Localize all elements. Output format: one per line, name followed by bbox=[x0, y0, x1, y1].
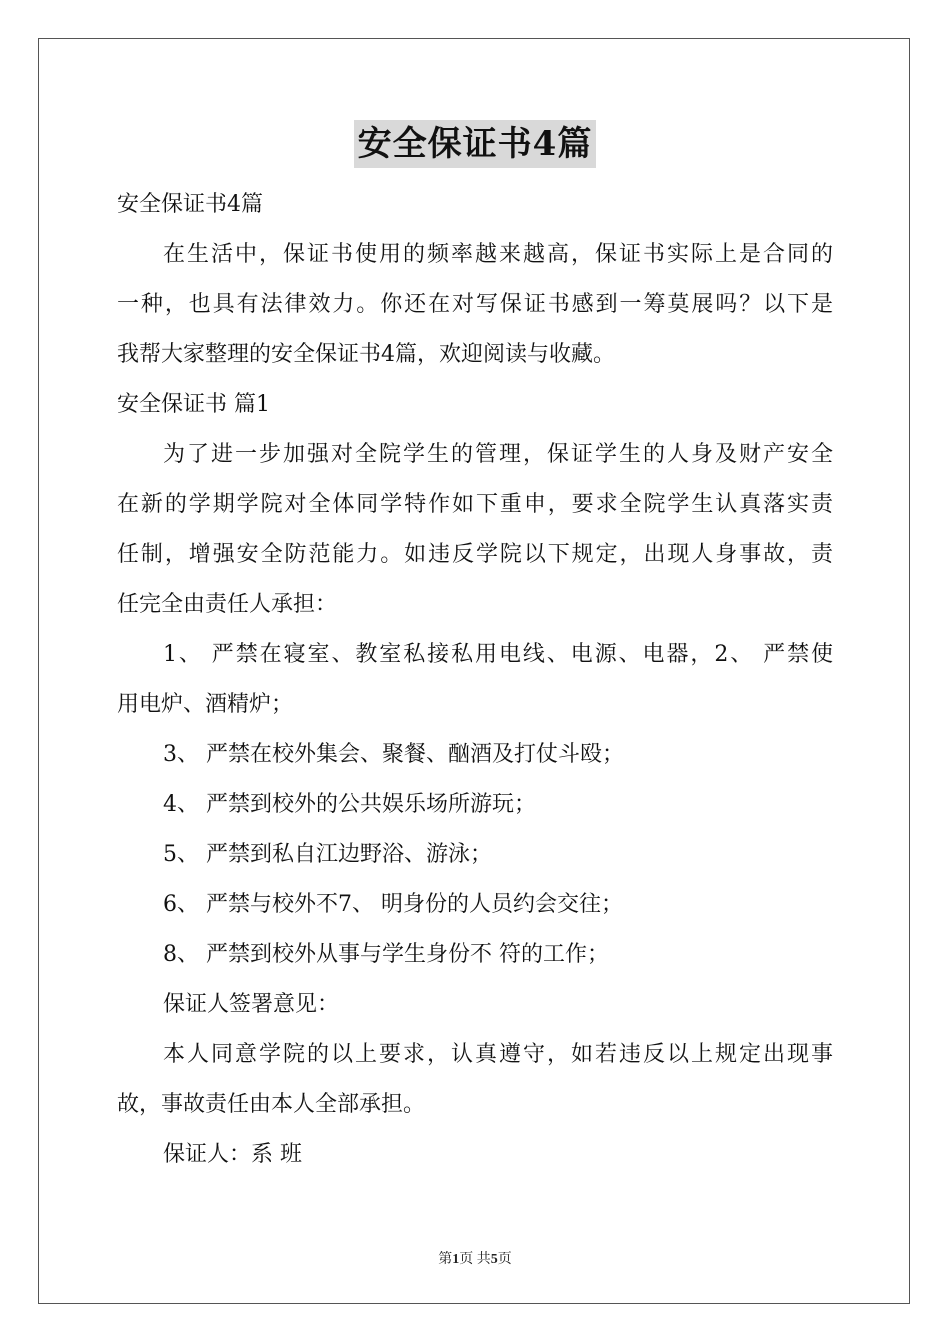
document-title: 安全保证书4篇 bbox=[354, 120, 597, 168]
footer-suffix: 页 bbox=[497, 1252, 512, 1267]
text-line: 本人同意学院的以上要求，认真遵守，如若违反以上规定出现事 bbox=[163, 1042, 833, 1067]
page-footer bbox=[0, 1248, 950, 1268]
text-line: 3、 严禁在校外集会、聚餐、酗酒及打仗斗殴； bbox=[163, 742, 624, 767]
text-line: 保证人签署意见： bbox=[163, 992, 340, 1017]
footer-prefix: 第 bbox=[438, 1252, 453, 1267]
text-line: 任完全由责任人承担： bbox=[117, 592, 338, 617]
text-line: 6、 严禁与校外不7、 明身份的人员约会交往； bbox=[163, 892, 623, 917]
text-line: 在新的学期学院对全体同学特作如下重申，要求全院学生认真落实责 bbox=[117, 492, 833, 517]
text-line: 保证人：系 班 bbox=[163, 1142, 302, 1167]
text-line: 任制，增强安全防范能力。如违反学院以下规定，出现人身事故，责 bbox=[117, 542, 833, 567]
footer-total-pages: 5 bbox=[490, 1252, 498, 1267]
footer-page-number: 1 bbox=[452, 1252, 460, 1267]
text-line: 1、 严禁在寝室、教室私接私用电线、电源、电器，2、 严禁使 bbox=[163, 642, 833, 667]
text-line: 一种，也具有法律效力。你还在对写保证书感到一筹莫展吗？以下是 bbox=[117, 292, 833, 317]
text-line: 用电炉、酒精炉； bbox=[117, 692, 294, 717]
text-line: 故，事故责任由本人全部承担。 bbox=[117, 1092, 426, 1117]
footer-mid: 页 共 bbox=[459, 1252, 491, 1267]
text-line: 4、 严禁到校外的公共娱乐场所游玩； bbox=[163, 792, 536, 817]
document-body bbox=[117, 120, 833, 1180]
title-container bbox=[117, 120, 833, 168]
paragraph-lines bbox=[117, 180, 833, 1180]
text-line: 在生活中，保证书使用的频率越来越高，保证书实际上是合同的 bbox=[163, 242, 833, 267]
text-line: 8、 严禁到校外从事与学生身份不 符的工作； bbox=[163, 942, 609, 967]
text-line: 我帮大家整理的安全保证书4篇，欢迎阅读与收藏。 bbox=[117, 342, 615, 367]
text-line: 为了进一步加强对全院学生的管理，保证学生的人身及财产安全 bbox=[163, 442, 833, 467]
text-line: 5、 严禁到私自江边野浴、游泳； bbox=[163, 842, 492, 867]
text-line: 安全保证书4篇 bbox=[117, 192, 263, 217]
text-line: 安全保证书 篇1 bbox=[117, 392, 270, 417]
